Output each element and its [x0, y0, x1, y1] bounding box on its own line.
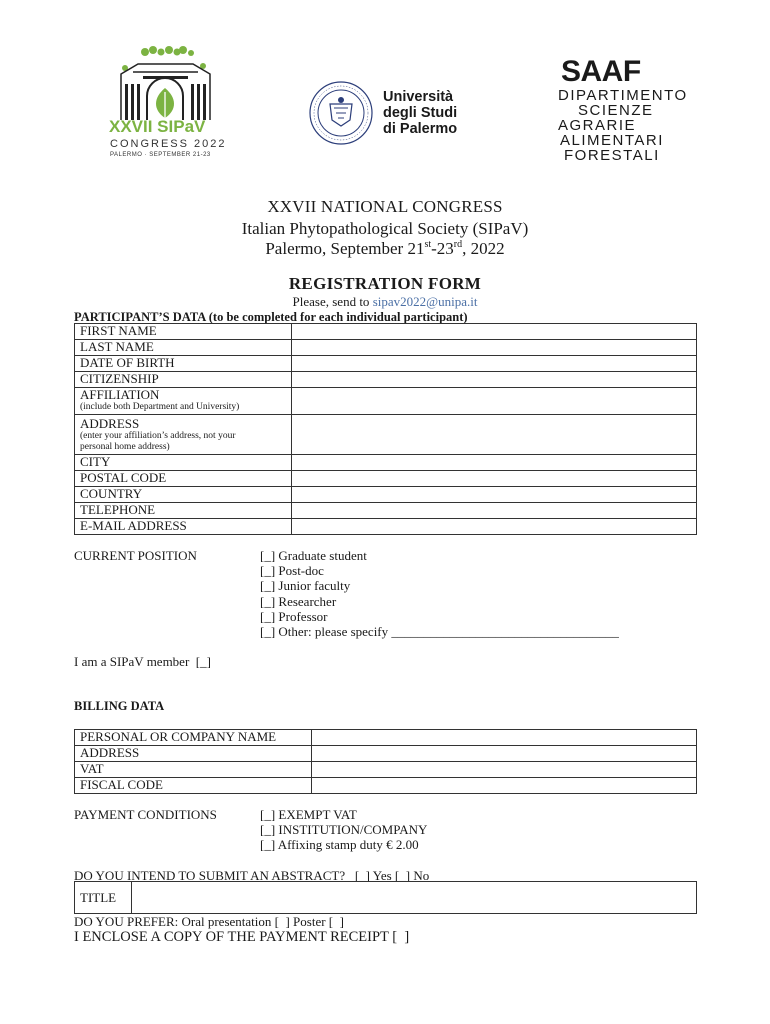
sipav-member-checkbox[interactable]: I am a SIPaV member [_]	[74, 654, 211, 669]
table-row	[75, 388, 697, 415]
table-row	[75, 503, 697, 519]
participant-section-title: PARTICIPANT’S DATA (to be completed for each individual participant)	[74, 310, 468, 324]
postal-code-label: POSTAL CODE	[75, 471, 292, 487]
last-name-field[interactable]	[292, 340, 697, 356]
payment-options	[260, 807, 427, 853]
congress-logo-title: XXVII SIPaV	[109, 117, 206, 136]
send-instructions: Please, send to sipav2022@unipa.it	[292, 294, 478, 309]
position-option-graduate[interactable]: [_] Graduate student	[260, 548, 367, 563]
citizenship-label: CITIZENSHIP	[75, 372, 292, 388]
table-row	[75, 455, 697, 471]
university-name-line2: degli Studi	[383, 105, 458, 121]
table-row	[75, 762, 697, 778]
email-link[interactable]: sipav2022@unipa.it	[372, 294, 478, 309]
position-option-researcher[interactable]: [_] Researcher	[260, 593, 337, 609]
position-option-junior-faculty[interactable]: [_] Junior faculty	[260, 578, 351, 594]
email-field[interactable]	[292, 519, 697, 535]
saaf-logo-line: DIPARTIMENTO	[558, 87, 688, 104]
country-field[interactable]	[292, 487, 697, 503]
table-row	[75, 415, 697, 455]
title-label: TITLE	[75, 882, 132, 914]
affiliation-note: (include both Department and University)	[80, 402, 240, 412]
position-option-postdoc[interactable]: [_] Post-doc	[260, 563, 324, 579]
payment-receipt-statement[interactable]: I ENCLOSE A COPY OF THE PAYMENT RECEIPT [ ]	[74, 929, 410, 945]
table-row	[75, 356, 697, 372]
billing-address-label: ADDRESS	[75, 746, 312, 762]
table-row	[75, 471, 697, 487]
citizenship-field[interactable]	[292, 372, 697, 388]
vat-field[interactable]	[312, 762, 697, 778]
congress-logo-dates: PALERMO · SEPTEMBER 21-23	[110, 152, 211, 158]
email-label: E-MAIL ADDRESS	[75, 519, 292, 535]
university-logo	[308, 80, 483, 146]
billing-address-field[interactable]	[312, 746, 697, 762]
dob-label: DATE OF BIRTH	[75, 356, 292, 372]
abstract-question[interactable]: DO YOU INTEND TO SUBMIT AN ABSTRACT? [_] Yes [_] No	[74, 868, 430, 883]
telephone-field[interactable]	[292, 503, 697, 519]
city-field[interactable]	[292, 455, 697, 471]
city-label: CITY	[75, 455, 292, 471]
last-name-label: LAST NAME	[75, 340, 292, 356]
postal-code-field[interactable]	[292, 471, 697, 487]
table-row	[75, 882, 697, 914]
congress-logo	[103, 44, 228, 164]
table-row	[75, 372, 697, 388]
affiliation-field[interactable]	[292, 388, 697, 415]
table-row	[75, 730, 697, 746]
saaf-logo-title: SAAF	[561, 55, 641, 88]
form-title: REGISTRATION FORM	[288, 274, 482, 293]
telephone-label: TELEPHONE	[75, 503, 292, 519]
saaf-logo	[556, 55, 688, 164]
table-row	[75, 778, 697, 794]
payment-conditions-label: PAYMENT CONDITIONS	[74, 807, 217, 822]
congress-title: XXVII NATIONAL CONGRESS	[267, 197, 503, 216]
university-name-line1: Università	[383, 89, 454, 105]
title-field[interactable]	[132, 882, 697, 914]
saaf-logo-line: SCIENZE	[578, 102, 654, 119]
congress-dates: Palermo, September 21st-23rd, 2022	[265, 239, 505, 258]
payment-option-stamp-duty[interactable]: [_] Affixing stamp duty € 2.00	[260, 837, 419, 853]
table-row	[75, 519, 697, 535]
participant-table	[74, 323, 697, 535]
saaf-logo-line: ALIMENTARI	[560, 132, 664, 149]
fiscal-code-field[interactable]	[312, 778, 697, 794]
saaf-logo-line: FORESTALI	[564, 147, 660, 164]
presentation-preference[interactable]: DO YOU PREFER: Oral presentation [ ] Poster [ ]	[74, 914, 344, 929]
position-option-professor[interactable]: [_] Professor	[260, 608, 328, 624]
billing-name-field[interactable]	[312, 730, 697, 746]
position-options	[260, 548, 619, 639]
university-name-line3: di Palermo	[383, 121, 458, 137]
saaf-logo-line: AGRARIE	[558, 117, 637, 134]
address-label: ADDRESS (enter your affiliation’s address, not your personal home address)	[75, 415, 292, 455]
congress-logo-subtitle: CONGRESS 2022	[110, 138, 227, 150]
first-name-field[interactable]	[292, 324, 697, 340]
abstract-title-table	[74, 881, 697, 914]
payment-option-exempt-vat[interactable]: [_] EXEMPT VAT	[260, 807, 357, 822]
vat-label: VAT	[75, 762, 312, 778]
university-seal-icon	[308, 80, 374, 146]
billing-name-label: PERSONAL OR COMPANY NAME	[75, 730, 312, 746]
table-row	[75, 324, 697, 340]
table-row	[75, 340, 697, 356]
address-field[interactable]	[292, 415, 697, 455]
payment-option-institution[interactable]: [_] INSTITUTION/COMPANY	[260, 822, 428, 838]
country-label: COUNTRY	[75, 487, 292, 503]
address-note: (enter your affiliation’s address, not your personal home address)	[80, 431, 236, 452]
billing-section-title: BILLING DATA	[74, 699, 165, 713]
first-name-label: FIRST NAME	[75, 324, 292, 340]
dob-field[interactable]	[292, 356, 697, 372]
fiscal-code-label: FISCAL CODE	[75, 778, 312, 794]
billing-table	[74, 729, 697, 794]
current-position-label: CURRENT POSITION	[74, 548, 197, 563]
position-option-other[interactable]: [_] Other: please specify ___________________________________	[260, 624, 619, 640]
table-row	[75, 746, 697, 762]
society-name: Italian Phytopathological Society (SIPaV)	[241, 219, 529, 238]
affiliation-label: AFFILIATION (include both Department and University)	[75, 388, 292, 415]
table-row	[75, 487, 697, 503]
